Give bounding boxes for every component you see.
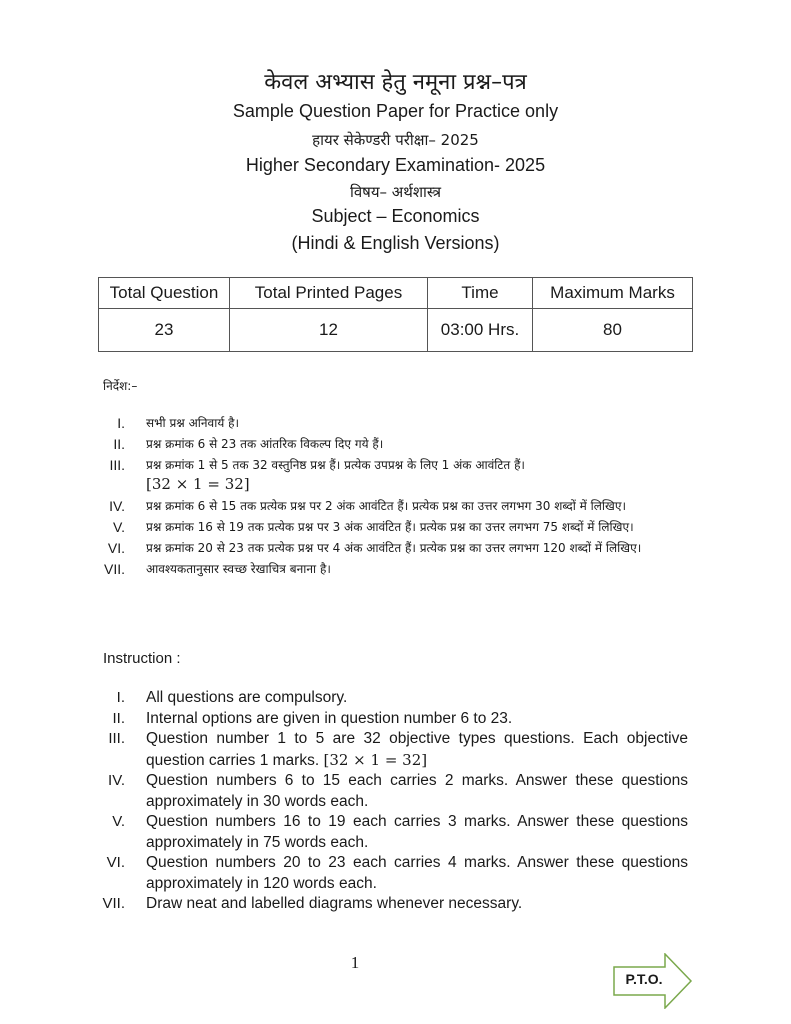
item-number: II. (113, 436, 125, 452)
exam-english: Higher Secondary Examination- 2025 (245, 155, 546, 175)
list-item (100, 709, 688, 730)
subject-hindi: विषय– अर्थशास्त्र (349, 183, 442, 201)
instructions-hindi-list (100, 414, 688, 581)
item-text: Question numbers 16 to 19 each carries 3 marks. Answer these questions approximately in 75 words each. (146, 813, 688, 851)
instructions-english-label: Instruction : (103, 650, 181, 667)
pto-label: P.T.O. (625, 971, 663, 987)
value-total-pages: 12 (230, 309, 428, 352)
item-text: सभी प्रश्न अनिवार्य है। (146, 416, 240, 430)
exam-hindi: हायर सेकेण्डरी परीक्षा– 2025 (312, 131, 479, 149)
list-item (100, 853, 688, 894)
item-text: प्रश्न क्रमांक 1 से 5 तक 32 वस्तुनिष्ठ प्रश्न हैं। प्रत्येक उपप्रश्न के लिए 1 अंक आवंटित हैं। (146, 458, 525, 472)
item-number: I. (116, 689, 125, 706)
item-number: III. (108, 730, 125, 747)
item-number: V. (112, 813, 125, 830)
pto-indicator (613, 953, 693, 1009)
list-item (100, 539, 688, 558)
page-number: 1 (350, 953, 360, 972)
header-time: Time (428, 278, 533, 309)
item-text: प्रश्न क्रमांक 20 से 23 तक प्रत्येक प्रश्न पर 4 अंक आवंटित हैं। प्रत्येक प्रश्न का उत्तर लगभग 120 शब्दों में लिखिए। (146, 541, 642, 555)
item-number: VII. (102, 895, 125, 912)
item-math: [32 × 1 = 32] (323, 750, 428, 769)
exam-info-table (98, 277, 693, 352)
list-item (100, 497, 688, 516)
item-number: IV. (108, 772, 125, 789)
item-number: I. (117, 415, 125, 431)
value-time: 03:00 Hrs. (428, 309, 533, 352)
list-item (100, 456, 688, 495)
item-number: VI. (107, 540, 125, 556)
item-text: आवश्यकतानुसार स्वच्छ रेखाचित्र बनाना है। (146, 562, 331, 576)
title-english: Sample Question Paper for Practice only (232, 101, 559, 121)
item-text: Question number 1 to 5 are 32 objective types questions. Each objective question carries 1 marks. (146, 730, 688, 769)
item-number: III. (109, 457, 125, 473)
header-maximum-marks: Maximum Marks (533, 278, 693, 309)
versions-note: (Hindi & English Versions) (291, 233, 500, 253)
item-text: Draw neat and labelled diagrams whenever necessary. (146, 895, 523, 912)
header-total-pages: Total Printed Pages (230, 278, 428, 309)
list-item (100, 812, 688, 853)
list-item (100, 729, 688, 771)
value-maximum-marks: 80 (533, 309, 693, 352)
info-header-row (99, 278, 693, 309)
item-text: Question numbers 6 to 15 each carries 2 marks. Answer these questions approximately in 30 words each. (146, 772, 688, 810)
value-total-question: 23 (99, 309, 230, 352)
item-text: प्रश्न क्रमांक 6 से 23 तक आंतरिक विकल्प दिए गये हैं। (146, 437, 384, 451)
instructions-english-list (100, 688, 688, 915)
list-item (100, 518, 688, 537)
item-number: V. (113, 519, 125, 535)
item-number: IV. (109, 498, 125, 514)
list-item (100, 560, 688, 579)
list-item (100, 414, 688, 433)
item-math: [32 × 1 = 32] (146, 475, 250, 493)
header-total-question: Total Question (99, 278, 230, 309)
list-item (100, 771, 688, 812)
list-item (100, 435, 688, 454)
info-value-row (99, 309, 693, 352)
instructions-hindi-label: निर्देश:– (103, 379, 138, 393)
item-number: VII. (103, 561, 125, 577)
list-item (100, 894, 688, 915)
item-text: All questions are compulsory. (146, 689, 348, 706)
item-text: Question numbers 20 to 23 each carries 4 marks. Answer these questions approximately in 120 words each. (146, 854, 688, 892)
subject-english: Subject – Economics (311, 206, 480, 226)
item-text: प्रश्न क्रमांक 16 से 19 तक प्रत्येक प्रश्न पर 3 अंक आवंटित हैं। प्रत्येक प्रश्न का उत्तर लगभग 75 शब्दों में लिखिए। (146, 520, 634, 534)
item-text: प्रश्न क्रमांक 6 से 15 तक प्रत्येक प्रश्न पर 2 अंक आवंटित हैं। प्रत्येक प्रश्न का उत्तर लगभग 30 शब्दों में लिखिए। (146, 499, 627, 513)
title-hindi: केवल अभ्यास हेतु नमूना प्रश्न–पत्र (264, 70, 527, 95)
item-number: VI. (106, 854, 125, 871)
item-number: II. (112, 709, 125, 727)
item-text: Internal options are given in question number 6 to 23. (146, 709, 513, 727)
list-item (100, 688, 688, 709)
